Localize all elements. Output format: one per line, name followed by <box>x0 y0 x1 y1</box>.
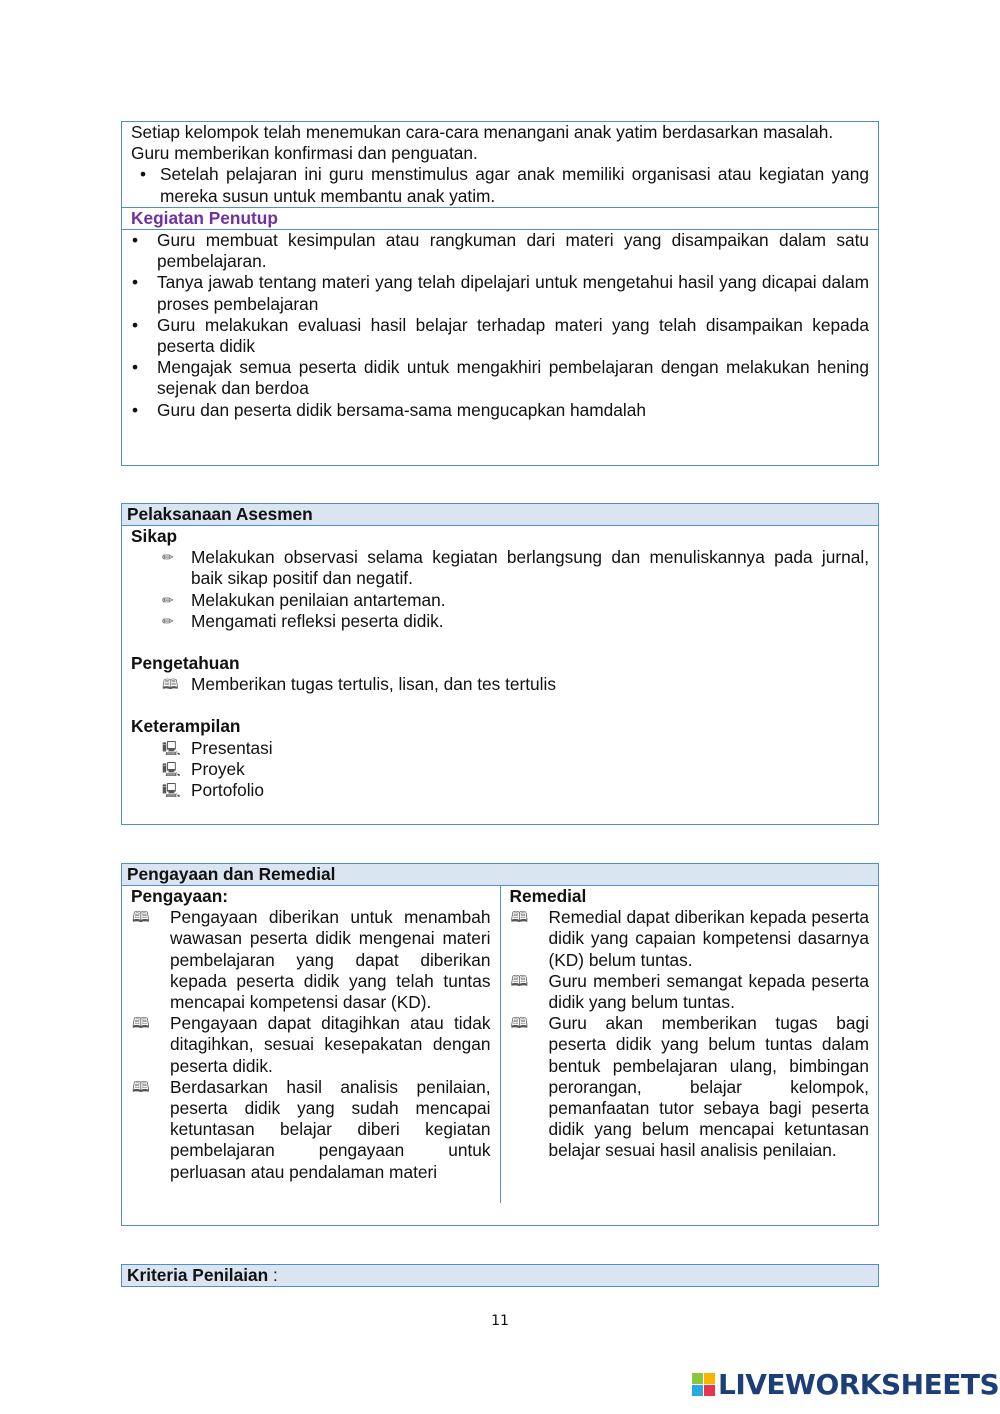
bullet-icon: • <box>132 272 139 293</box>
list-item: ✏ Melakukan penilaian antarteman. <box>162 589 446 610</box>
book-icon: 🕮 <box>132 909 150 927</box>
asesmen-box <box>121 503 879 825</box>
list-item: ✏ Melakukan observasi selama kegiatan berlangsung dan menuliskannya pada jurnal, baik sikap positif dan negatif. <box>162 547 869 589</box>
page-number: 11 <box>491 1313 509 1329</box>
computer-icon: 🖳 <box>162 760 181 777</box>
list-item: • Guru membuat kesimpulan atau rangkuman dari materi yang disampaikan dalam satu pembelajaran. <box>132 230 869 272</box>
computer-icon: 🖳 <box>162 739 181 756</box>
bullet-icon: • <box>132 314 139 335</box>
brand-name: LIVEWORKSHEETS <box>718 1367 1000 1401</box>
book-icon: 🕮 <box>510 909 529 927</box>
remedial-label: Remedial <box>509 886 587 906</box>
list-item: 🕮 Memberikan tugas tertulis, lisan, dan tes tertulis <box>162 674 556 695</box>
sikap-label: Sikap <box>131 526 178 546</box>
kriteria-heading: Kriteria Penilaian <box>127 1265 269 1285</box>
bullet-icon: • <box>132 399 139 420</box>
intro-text: Setiap kelompok telah menemukan cara-cara menangani anak yatim berdasarkan masalah. <box>131 122 834 142</box>
confirmation-text: Guru memberikan konfirmasi dan penguatan. <box>131 143 478 164</box>
liveworksheets-logo <box>692 1367 1000 1401</box>
kriteria-box: Kriteria Penilaian : <box>121 1264 879 1287</box>
book-icon: 🕮 <box>132 1015 150 1033</box>
keterampilan-label: Keterampilan <box>131 716 241 737</box>
pengayaan-box <box>121 863 879 1226</box>
list-item: 🕮 Guru memberi semangat kepada peserta didik yang belum tuntas. <box>510 970 869 1013</box>
list-item: • Guru dan peserta didik bersama-sama mengucapkan hamdalah <box>132 399 646 420</box>
list-item: 🖳 Presentasi <box>162 737 273 758</box>
list-item: 🖳 Portofolio <box>162 780 265 801</box>
bullet-icon: • <box>132 230 139 251</box>
book-icon: 🕮 <box>132 1078 150 1096</box>
pengayaan-column <box>122 886 500 1203</box>
computer-icon: 🖳 <box>162 782 181 799</box>
logo-tiles-icon <box>692 1373 715 1396</box>
pengayaan-heading: Pengayaan dan Remedial <box>122 864 878 886</box>
list-item: 🕮 Berdasarkan hasil analisis penilaian, peserta didik yang sudah mencapai ketuntasan belajar diberi kegiatan pembelajaran pengayaan untuk perluasan atau pendalaman materi <box>132 1076 491 1182</box>
bullet-icon: • <box>140 164 147 185</box>
list-item: • Tanya jawab tentang materi yang telah dipelajari untuk mengetahui hasil yang dicapai dalam proses pembelajaran <box>132 272 869 314</box>
list-item: 🕮 Guru akan memberikan tugas bagi peserta didik yang belum tuntas dalam bentuk pembelajaran ulang, bimbingan perorangan, belajar kelompok, pemanfaatan tutor sebaya bagi peserta didik yang belum mencapai ketuntasan belajar sesuai hasil analisis penilaian. <box>510 1013 869 1161</box>
list-item: 🖳 Proyek <box>162 758 245 779</box>
book-icon: 🕮 <box>510 972 529 990</box>
penutup-heading: Kegiatan Penutup <box>122 207 878 230</box>
asesmen-heading: Pelaksanaan Asesmen <box>122 504 878 526</box>
list-item: 🕮 Pengayaan dapat ditagihkan atau tidak ditagihkan, sesuai kesepakatan dengan peserta didik. <box>132 1013 491 1076</box>
pengayaan-label: Pengayaan: <box>131 886 229 906</box>
book-icon: 🕮 <box>510 1015 529 1033</box>
kegiatan-box <box>121 121 879 466</box>
remedial-column <box>500 886 879 1203</box>
list-item: ✏ Mengamati refleksi peserta didik. <box>162 610 444 631</box>
pencil-icon: ✏ <box>162 612 174 629</box>
pencil-icon: ✏ <box>162 591 174 608</box>
pengetahuan-label: Pengetahuan <box>131 653 240 674</box>
book-icon: 🕮 <box>162 676 179 693</box>
list-item: 🕮 Remedial dapat diberikan kepada peserta didik yang capaian kompetensi dasarnya (KD) belum tuntas. <box>510 907 869 970</box>
list-item: 🕮 Pengayaan diberikan untuk menambah wawasan peserta didik mengenai materi pembelajaran yang dapat diberikan kepada peserta didik yang telah tuntas mencapai kompetensi dasar (KD). <box>132 907 491 1013</box>
list-item: • Setelah pelajaran ini guru menstimulus agar anak memiliki organisasi atau kegiatan yang mereka susun untuk membantu anak yatim. <box>140 164 869 206</box>
list-item: • Guru melakukan evaluasi hasil belajar terhadap materi yang telah disampaikan kepada peserta didik <box>132 314 869 357</box>
list-item: • Mengajak semua peserta didik untuk mengakhiri pembelajaran dengan melakukan hening sejenak dan berdoa <box>132 357 869 399</box>
pencil-icon: ✏ <box>162 549 174 566</box>
bullet-icon: • <box>132 357 139 378</box>
